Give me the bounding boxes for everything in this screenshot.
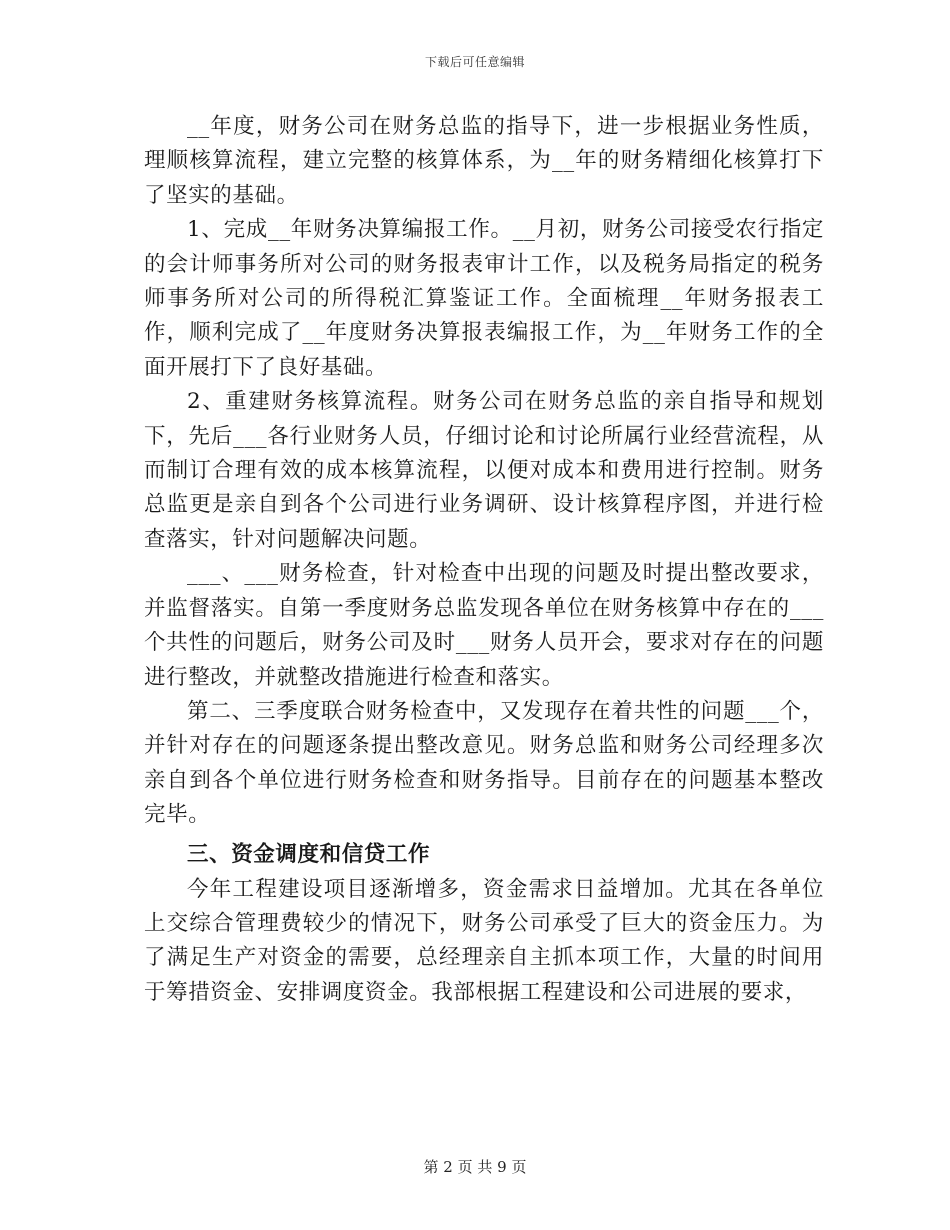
paragraph-item-1: 1、完成__年财务决算编报工作。__月初，财务公司接受农行指定的会计师事务所对公司的财务报表审计工作，以及税务局指定的税务师事务所对公司的所得税汇算鉴证工作。全面梳理__年财务报表工作，顺利完成了__年度财务决算报表编报工作，为__年财务工作的全面开展打下了良好基础。 xyxy=(144,217,824,380)
paragraph-item-3: ___、___财务检查，针对检查中出现的问题及时提出整改要求，并监督落实。自第一季度财务总监发现各单位在财务核算中存在的___个共性的问题后，财务公司及时___财务人员开会，要求对存在的问题进行整改，并就整改措施进行检查和落实。 xyxy=(144,561,824,690)
paragraph-section-3: 今年工程建设项目逐渐增多，资金需求日益增加。尤其在各单位上交综合管理费较少的情况下，财务公司承受了巨大的资金压力。为了满足生产对资金的需要，总经理亲自主抓本项工作，大量的时间用于筹措资金、安排调度资金。我部根据工程建设和公司进展的要求， xyxy=(144,876,824,1005)
paragraph-item-4: 第二、三季度联合财务检查中，又发现存在着共性的问题___个，并针对存在的问题逐条提出整改意见。财务总监和财务公司经理多次亲自到各个单位进行财务检查和财务指导。目前存在的问题基本整改完毕。 xyxy=(144,698,824,828)
paragraph-item-2: 2、重建财务核算流程。财务公司在财务总监的亲自指导和规划下，先后___各行业财务人员，仔细讨论和讨论所属行业经营流程，从而制订合理有效的成本核算流程，以便对成本和费用进行控制。财务总监更是亲自到各个公司进行业务调研、设计核算程序图，并进行检查落实，针对问题解决问题。 xyxy=(144,389,824,552)
section-heading: 三、资金调度和信贷工作 xyxy=(187,841,431,867)
document-body xyxy=(144,110,824,1010)
page-header-note: 下载后可任意编辑 xyxy=(424,55,525,69)
paragraph-intro: __年度，财务公司在财务总监的指导下，进一步根据业务性质，理顺核算流程，建立完整的核算体系，为__年的财务精细化核算打下了坚实的基础。 xyxy=(144,114,824,208)
page-number: 第 2 页 共 9 页 xyxy=(423,1158,527,1176)
